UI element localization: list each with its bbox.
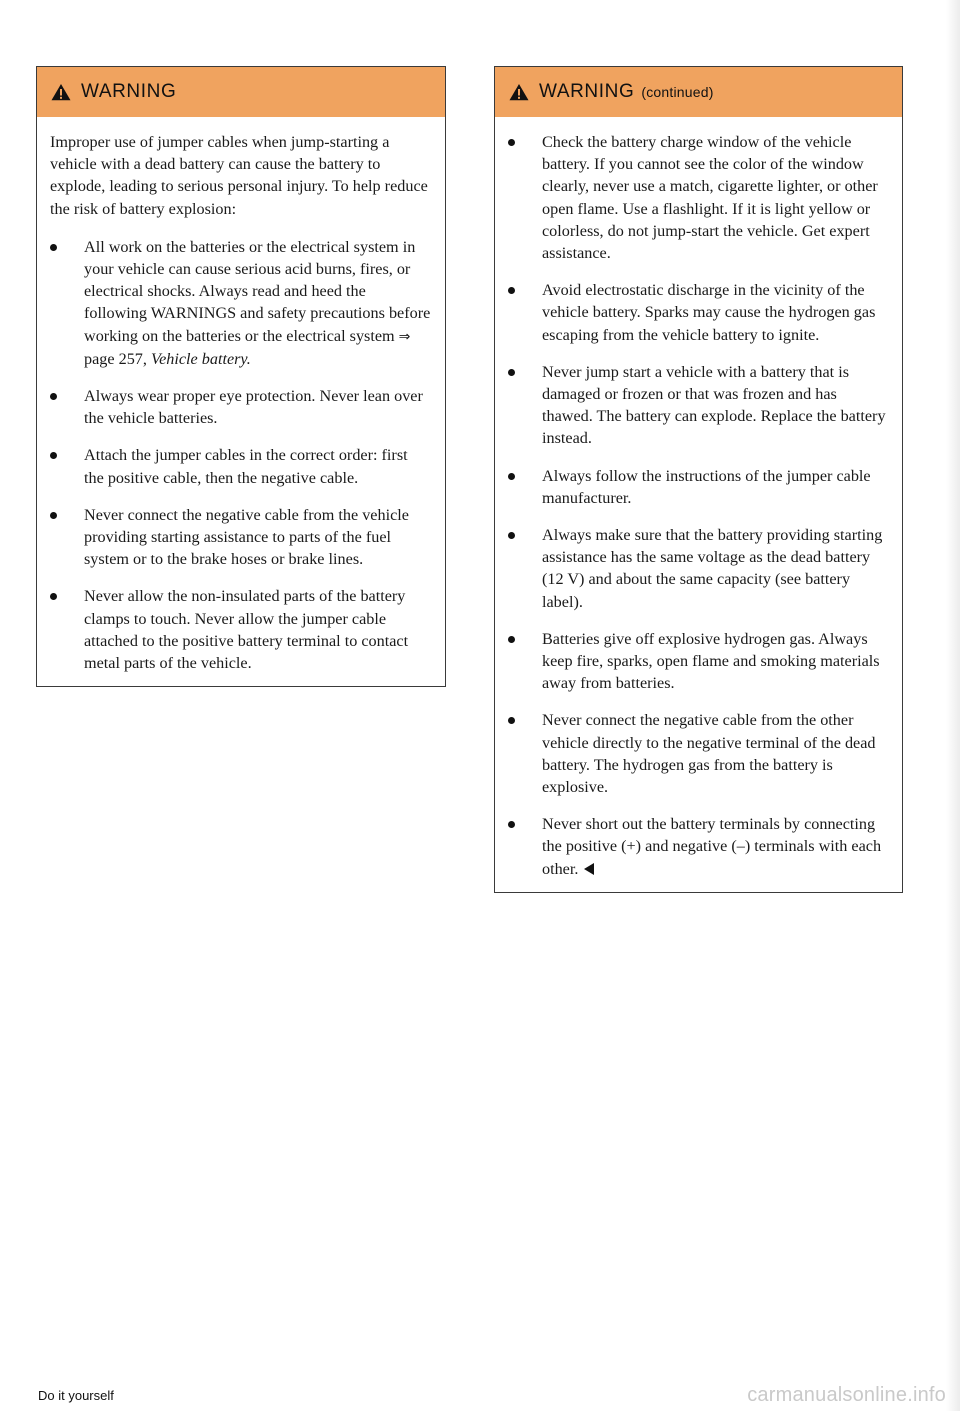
warning-body: [37, 117, 445, 686]
warning-list: [508, 131, 888, 880]
warning-item: Attach the jumper cables in the correct order: first the positive cable, then the negative cable.: [50, 444, 431, 488]
watermark: carmanualsonline.info: [747, 1384, 946, 1406]
warning-item: Always wear proper eye protection. Never lean over the vehicle batteries.: [50, 385, 431, 429]
warning-item: [508, 813, 888, 880]
page-reference-link[interactable]: page 257,: [84, 349, 147, 368]
warning-item: [50, 236, 431, 370]
warning-list: [50, 236, 431, 674]
warning-item: Never allow the non-insulated parts of the battery clamps to touch. Never allow the jumper cable attached to the positive battery terminal to contact metal parts of the vehicle.: [50, 585, 431, 674]
warning-box-left: [36, 66, 446, 687]
page-reference-arrow-icon: ⇒: [398, 328, 411, 345]
warning-title: WARNING: [81, 81, 177, 102]
page-reference-title: Vehicle battery.: [150, 349, 251, 368]
warning-triangle-icon: [51, 83, 71, 101]
warning-intro: Improper use of jumper cables when jump-starting a vehicle with a dead battery can cause the battery to explode, leading to serious personal injury. To help reduce the risk of battery explosion:: [50, 133, 428, 218]
warning-item-text: All work on the batteries or the electrical system in your vehicle can cause serious acid burns, fires, or electrical shocks. Always read and heed the following WARNINGS and safety precautions before working on the batteries or the electrical system: [84, 237, 431, 345]
warning-item: Batteries give off explosive hydrogen gas. Always keep fire, sparks, open flame and smoking materials away from batteries.: [508, 628, 888, 695]
warning-triangle-icon: [509, 83, 529, 101]
warning-item: Never connect the negative cable from the other vehicle directly to the negative terminal of the dead battery. The hydrogen gas from the battery is explosive.: [508, 709, 888, 798]
warning-item: Never jump start a vehicle with a battery that is damaged or frozen or that was frozen and has thawed. The battery can explode. Replace the battery instead.: [508, 361, 888, 450]
warning-continued-label: (continued): [641, 84, 714, 100]
end-of-section-arrow-icon: [584, 863, 594, 875]
warning-header: [37, 67, 445, 117]
warning-item: Always follow the instructions of the jumper cable manufacturer.: [508, 465, 888, 509]
warning-item: Check the battery charge window of the vehicle battery. If you cannot see the color of the window clearly, never use a match, cigarette lighter, or other open flame. Use a flashlight. If it is light yellow or colorless, do not jump-start the vehicle. Get expert assistance.: [508, 131, 888, 264]
page-edge-shadow: [946, 0, 960, 1411]
page-footer-section-title: Do it yourself: [38, 1388, 114, 1403]
warning-box-right: [494, 66, 903, 893]
warning-title: WARNING: [539, 81, 635, 102]
warning-item: Always make sure that the battery providing starting assistance has the same voltage as the dead battery (12 V) and about the same capacity (see battery label).: [508, 524, 888, 613]
warning-header-continued: [495, 67, 902, 117]
warning-item-text: Never short out the battery terminals by connecting the positive (+) and negative (–) terminals with each other.: [542, 815, 882, 878]
warning-item: Avoid electrostatic discharge in the vicinity of the vehicle battery. Sparks may cause the hydrogen gas escaping from the vehicle battery to ignite.: [508, 279, 888, 346]
warning-body: [495, 117, 902, 892]
warning-item: Never connect the negative cable from the vehicle providing starting assistance to parts of the fuel system or to the brake hoses or brake lines.: [50, 504, 431, 571]
